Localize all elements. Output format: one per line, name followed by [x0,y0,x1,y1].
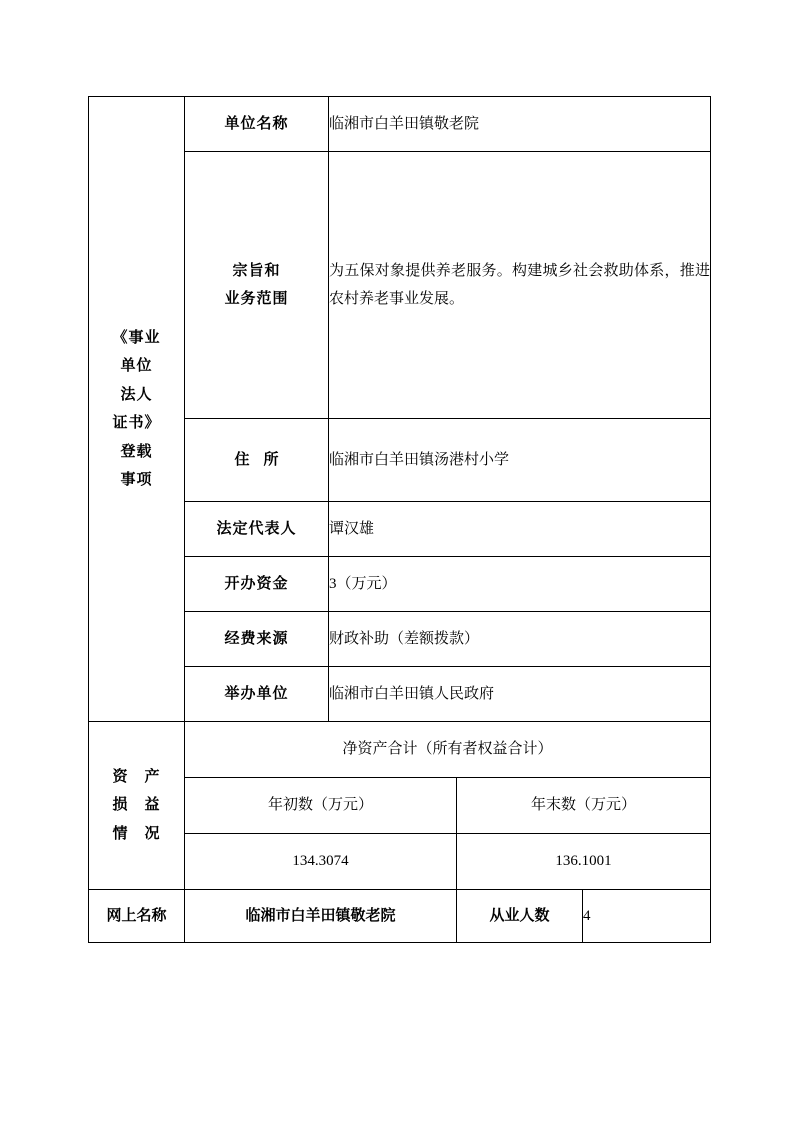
value-legal-rep: 谭汉雄 [329,502,711,557]
value-purpose-scope: 为五保对象提供养老服务。构建城乡社会救助体系，推进农村养老事业发展。 [329,152,711,419]
label-purpose-scope [185,152,329,419]
value-funding-source: 财政补助（差额拨款） [329,612,711,667]
title-line-6: 事项 [120,472,153,488]
asset-col-header-end: 年末数（万元） [457,778,711,834]
certificate-table [88,96,711,943]
value-startup-fund: 3（万元） [329,557,711,612]
value-sponsor-unit: 临湘市白羊田镇人民政府 [329,667,711,722]
value-unit-name: 临湘市白羊田镇敬老院 [329,97,711,152]
asset-col-header-begin: 年初数（万元） [185,778,457,834]
label-unit-name: 单位名称 [185,97,329,152]
label-address [185,419,329,502]
label-legal-rep: 法定代表人 [185,502,329,557]
label-asset-section [89,722,185,890]
asset-label-line-3: 情 况 [112,825,161,842]
asset-section-heading: 净资产合计（所有者权益合计） [185,722,711,778]
asset-value-begin: 134.3074 [185,834,457,890]
asset-label-line-2: 损 益 [112,797,161,814]
value-address: 临湘市白羊田镇汤港村小学 [329,419,711,502]
label-funding-source: 经费来源 [185,612,329,667]
title-line-1: 《事业 [112,329,161,346]
value-online-name: 临湘市白羊田镇敬老院 [185,890,457,943]
title-line-5: 登载 [120,443,153,460]
label-purpose-line2: 业务范围 [224,291,289,307]
label-purpose-line1: 宗旨和 [232,262,281,279]
table-row [89,722,711,778]
asset-value-end: 136.1001 [457,834,711,890]
label-startup-fund: 开办资金 [185,557,329,612]
label-address-text: 住所 [234,451,293,468]
label-sponsor-unit: 举办单位 [185,667,329,722]
title-line-3: 法人 [120,386,153,403]
table-row [89,890,711,943]
asset-label-line-1: 资 产 [112,768,161,785]
label-staff-count: 从业人数 [457,890,583,943]
label-online-name: 网上名称 [89,890,185,943]
title-line-2: 单位 [120,358,153,374]
table-row [89,97,711,152]
value-staff-count: 4 [583,890,711,943]
title-line-4: 证书》 [112,415,161,431]
section-title-cell [89,97,185,722]
